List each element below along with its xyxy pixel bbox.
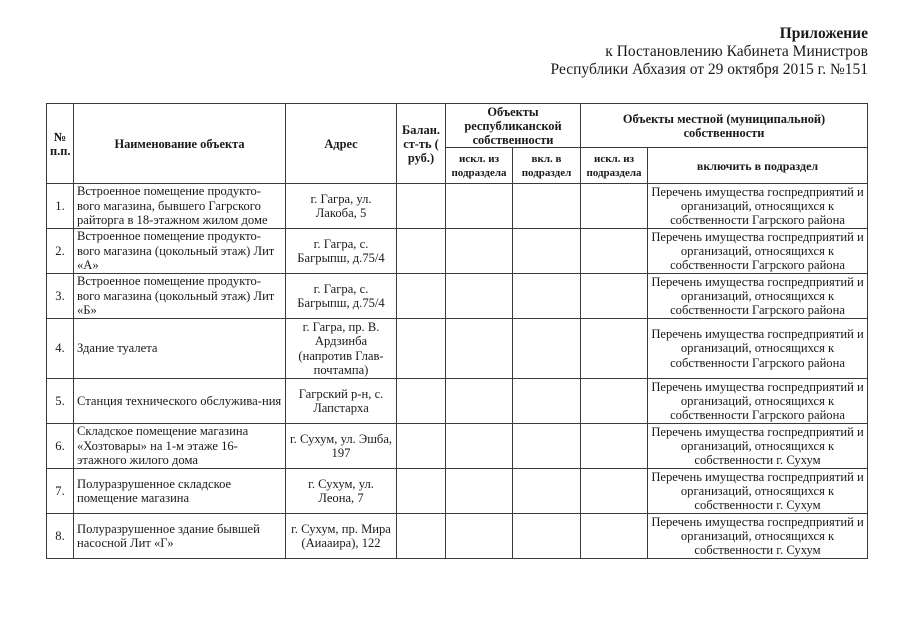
row-address: г. Гагра, ул. Лакоба, 5: [286, 184, 397, 229]
row-rep-include: [513, 469, 581, 514]
table-row: [47, 319, 868, 379]
row-mun-exclude: [581, 319, 648, 379]
row-mun-include: Перечень имущества госпредприятий и организаций, относящихся к собственности г. Сухум: [648, 424, 868, 469]
row-address: г. Сухум, ул. Эшба, 197: [286, 424, 397, 469]
row-num: 8.: [47, 514, 74, 559]
row-num: 1.: [47, 184, 74, 229]
row-rep-include: [513, 184, 581, 229]
row-rep-exclude: [446, 274, 513, 319]
table-row: [47, 514, 868, 559]
row-address: г. Сухум, пр. Мира (Аиааира), 122: [286, 514, 397, 559]
row-mun-include: Перечень имущества госпредприятий и организаций, относящихся к собственности Гагрского района: [648, 274, 868, 319]
row-balance: [397, 229, 446, 274]
row-rep-include: [513, 514, 581, 559]
appendix-line-2: Республики Абхазия от 29 октября 2015 г. №151: [550, 61, 868, 78]
row-balance: [397, 379, 446, 424]
row-mun-exclude: [581, 274, 648, 319]
row-rep-exclude: [446, 424, 513, 469]
row-rep-include: [513, 319, 581, 379]
row-mun-exclude: [581, 424, 648, 469]
header-name: Наименование объекта: [74, 104, 286, 184]
row-num: 2.: [47, 229, 74, 274]
row-mun-include: Перечень имущества госпредприятий и организаций, относящихся к собственности г. Сухум: [648, 514, 868, 559]
row-address: г. Сухум, ул. Леона, 7: [286, 469, 397, 514]
header-balance: Балан. ст-ть ( руб.): [397, 104, 446, 184]
header-mun-exclude: искл. из подраздела: [581, 148, 648, 184]
header-mun-include: включить в подраздел: [648, 148, 868, 184]
row-balance: [397, 514, 446, 559]
row-mun-include: Перечень имущества госпредприятий и организаций, относящихся к собственности Гагрского района: [648, 229, 868, 274]
row-mun-include: Перечень имущества госпредприятий и организаций, относящихся к собственности Гагрского района: [648, 379, 868, 424]
row-address: г. Гагра, с. Багрыпш, д.75/4: [286, 229, 397, 274]
table-row: [47, 229, 868, 274]
row-num: 6.: [47, 424, 74, 469]
row-mun-exclude: [581, 379, 648, 424]
row-rep-include: [513, 424, 581, 469]
header-rep-include: вкл. в подраздел: [513, 148, 581, 184]
row-balance: [397, 319, 446, 379]
row-rep-exclude: [446, 229, 513, 274]
row-balance: [397, 469, 446, 514]
header-address: Адрес: [286, 104, 397, 184]
row-name: Встроенное помещение продукто-вого магазина, бывшего Гагрского райторга в 18-этажном жилом доме: [74, 184, 286, 229]
row-mun-include: Перечень имущества госпредприятий и организаций, относящихся к собственности Гагрского района: [648, 184, 868, 229]
row-name: Станция технического обслужива-ния: [74, 379, 286, 424]
row-rep-exclude: [446, 469, 513, 514]
property-table: [46, 103, 868, 559]
row-name: Встроенное помещение продукто-вого магазина (цокольный этаж) Лит «А»: [74, 229, 286, 274]
row-num: 3.: [47, 274, 74, 319]
header-rep-exclude: искл. из подраздела: [446, 148, 513, 184]
row-name: Полуразрушенное складское помещение магазина: [74, 469, 286, 514]
appendix-header: [551, 25, 868, 79]
row-mun-include: Перечень имущества госпредприятий и организаций, относящихся к собственности Гагрского района: [648, 319, 868, 379]
header-row-1: [47, 104, 868, 148]
row-rep-include: [513, 274, 581, 319]
row-balance: [397, 184, 446, 229]
row-balance: [397, 424, 446, 469]
row-address: г. Гагра, пр. В. Ардзинба (напротив Глав-почтампа): [286, 319, 397, 379]
row-rep-exclude: [446, 379, 513, 424]
table-row: [47, 274, 868, 319]
row-balance: [397, 274, 446, 319]
row-address: Гагрский р-н, с. Лапстарха: [286, 379, 397, 424]
table-row: [47, 424, 868, 469]
appendix-line-1: к Постановлению Кабинета Министров: [605, 43, 868, 60]
row-rep-exclude: [446, 514, 513, 559]
row-num: 4.: [47, 319, 74, 379]
row-rep-exclude: [446, 184, 513, 229]
row-num: 5.: [47, 379, 74, 424]
row-name: Складское помещение магазина «Хозтовары» на 1-м этаже 16-этажного жилого дома: [74, 424, 286, 469]
row-num: 7.: [47, 469, 74, 514]
header-republic-group: Объекты республиканской собственности: [446, 104, 581, 148]
row-rep-include: [513, 379, 581, 424]
row-mun-include: Перечень имущества госпредприятий и организаций, относящихся к собственности г. Сухум: [648, 469, 868, 514]
table-row: [47, 184, 868, 229]
appendix-title: Приложение: [779, 25, 868, 42]
header-municipal-group: Объекты местной (муниципальной) собственности: [581, 104, 868, 148]
row-name: Встроенное помещение продукто-вого магазина (цокольный этаж) Лит «Б»: [74, 274, 286, 319]
header-num: № п.п.: [47, 104, 74, 184]
table-row: [47, 379, 868, 424]
row-name: Здание туалета: [74, 319, 286, 379]
row-mun-exclude: [581, 469, 648, 514]
row-mun-exclude: [581, 514, 648, 559]
row-address: г. Гагра, с. Багрыпш, д.75/4: [286, 274, 397, 319]
row-mun-exclude: [581, 184, 648, 229]
row-name: Полуразрушенное здание бывшей насосной Лит «Г»: [74, 514, 286, 559]
row-rep-exclude: [446, 319, 513, 379]
row-rep-include: [513, 229, 581, 274]
row-mun-exclude: [581, 229, 648, 274]
table-row: [47, 469, 868, 514]
